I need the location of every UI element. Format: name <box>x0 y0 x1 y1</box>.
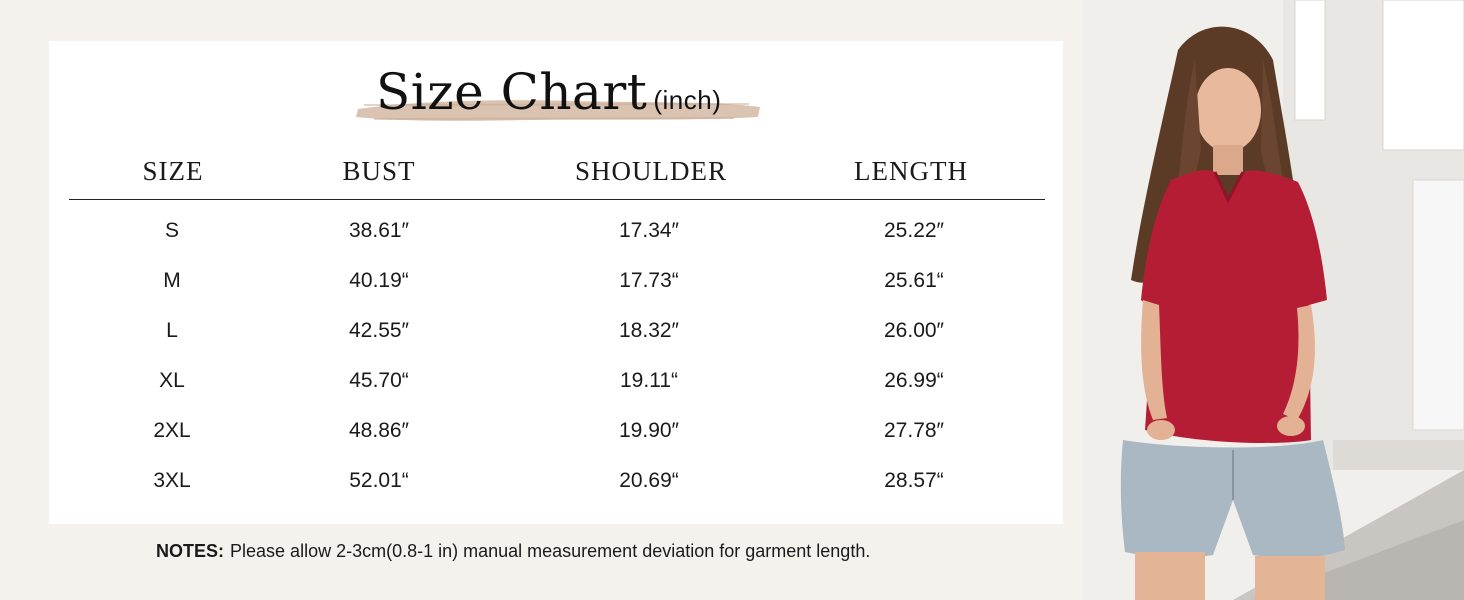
header-divider <box>69 199 1045 200</box>
length-cell: 26.99“ <box>884 369 944 392</box>
size-cell: S <box>164 219 180 242</box>
shoulder-cell: 19.11“ <box>620 369 678 392</box>
shoulder-cell: 17.34″ <box>619 219 679 242</box>
shoulder-cell: 19.90″ <box>619 419 679 442</box>
size-cell: XL <box>159 369 185 392</box>
title-block <box>354 63 774 133</box>
bust-cell: 38.61″ <box>349 219 409 242</box>
shoulder-cell: 17.73“ <box>619 269 679 292</box>
title-main: Size Chart <box>376 63 648 121</box>
length-cell: 26.00″ <box>884 319 944 342</box>
column-header-size: SIZE <box>142 156 204 186</box>
model-photo <box>1083 0 1464 600</box>
size-chart-card <box>49 41 1063 524</box>
column-header-bust: BUST <box>342 156 416 186</box>
title-unit: (inch) <box>653 85 722 115</box>
shoulder-cell: 20.69“ <box>619 469 679 492</box>
bust-cell: 48.86″ <box>349 419 409 442</box>
notes-line <box>156 541 870 562</box>
bust-cell: 40.19“ <box>349 269 409 292</box>
model-illustration <box>1083 0 1464 600</box>
size-cell: 3XL <box>153 469 191 492</box>
size-cell: L <box>166 319 178 342</box>
size-cell: M <box>163 269 181 292</box>
length-cell: 28.57“ <box>884 469 944 492</box>
notes-text: Please allow 2-3cm(0.8-1 in) manual measurement deviation for garment length. <box>230 541 871 561</box>
column-header-length: LENGTH <box>854 156 968 186</box>
column-header-shoulder: SHOULDER <box>574 156 728 186</box>
bust-cell: 52.01“ <box>349 469 409 492</box>
bust-cell: 42.55″ <box>349 319 409 342</box>
notes-label: NOTES: <box>156 541 225 561</box>
length-cell: 27.78″ <box>884 419 944 442</box>
shoulder-cell: 18.32″ <box>619 319 679 342</box>
length-cell: 25.61“ <box>884 269 944 292</box>
page-title <box>376 63 721 121</box>
bust-cell: 45.70“ <box>349 369 409 392</box>
size-cell: 2XL <box>153 419 191 442</box>
length-cell: 25.22″ <box>884 219 944 242</box>
